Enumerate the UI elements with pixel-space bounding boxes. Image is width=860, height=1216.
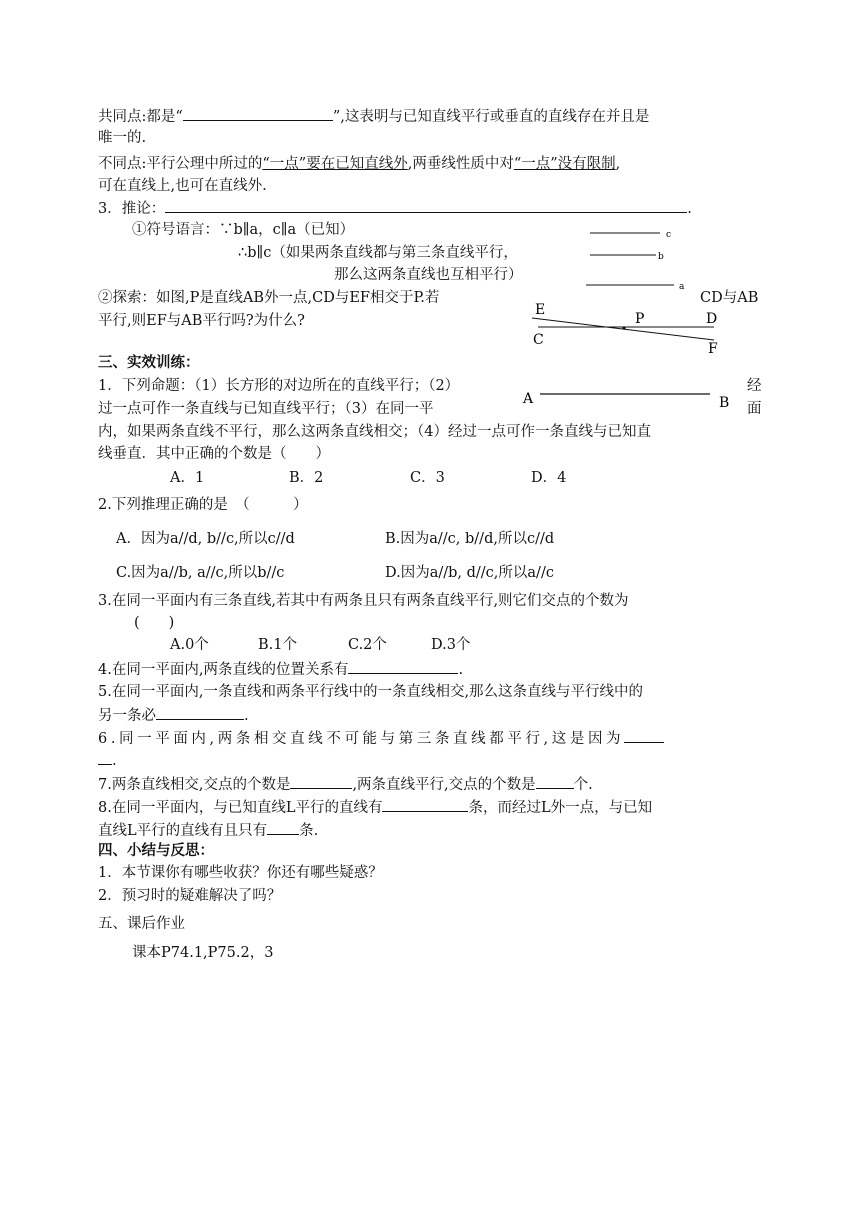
diff-mid: ,两垂线性质中对: [407, 156, 514, 172]
q6-suffix: .: [112, 753, 117, 769]
q7-prefix: 7.两条直线相交,交点的个数是: [98, 777, 291, 793]
common-point-line2: 唯一的.: [98, 130, 147, 146]
q6-blank-cont[interactable]: [98, 750, 112, 765]
q4-suffix: .: [458, 662, 464, 678]
explore-line1-right: CD与AB: [700, 290, 759, 306]
q4-prefix: 4.在同一平面内,两条直线的位置关系有: [98, 662, 349, 678]
label-E: E: [535, 302, 546, 318]
section5-content: 课本P74.1,P75.2，3: [132, 945, 274, 961]
q2-option-d[interactable]: D.因为a//b, d//c,所以a//c: [385, 565, 554, 581]
q2-line: 2.下列推理正确的是 （ ）: [98, 497, 308, 513]
label-C: C: [533, 332, 544, 348]
inference-blank[interactable]: [165, 198, 687, 213]
q6-line1: [98, 728, 664, 749]
section5-heading: 五、课后作业: [98, 916, 185, 932]
q3-option-b[interactable]: B.1个: [258, 637, 297, 653]
q8-blank2[interactable]: [267, 820, 299, 835]
q1-option-d[interactable]: D．4: [531, 470, 567, 486]
q8-blank1[interactable]: [382, 797, 468, 812]
q1-option-a[interactable]: A．1: [170, 470, 205, 486]
label-F: F: [708, 341, 718, 357]
q2-option-b[interactable]: B.因为a//c, b//d,所以c//d: [385, 531, 555, 547]
q6-line2: [98, 750, 117, 771]
difference-line2: 可在直线上,也可在直线外.: [98, 178, 267, 194]
symbol-language-3: 那么这两条直线也互相平行）: [334, 267, 523, 283]
diff-prefix: 不同点:平行公理中所过的: [98, 156, 263, 172]
inference-end: .: [687, 201, 692, 217]
q4-blank[interactable]: [348, 659, 458, 674]
common-suffix: ”,这表明与已知直线平行或垂直的直线存在并且是: [332, 109, 650, 125]
intersecting-lines-figure: [528, 296, 738, 358]
common-prefix: 共同点:都是“: [98, 109, 183, 125]
diff-suffix: ,: [615, 156, 621, 172]
q5-line1: 5.在同一平面内,一条直线和两条平行线中的一条直线相交,那么这条直线与平行线中的: [98, 684, 644, 700]
line-ab-figure: [520, 384, 740, 414]
q2-option-a[interactable]: A．因为a//d, b//c,所以c//d: [116, 531, 295, 547]
q3-option-d[interactable]: D.3个: [431, 637, 471, 653]
q8-line2-prefix: 直线L平行的直线有且只有: [98, 823, 268, 839]
diff-underlined-2: “一点”没有限制: [513, 156, 616, 172]
q5-blank[interactable]: [156, 705, 244, 720]
q4-line: [98, 659, 463, 680]
q8-prefix: 8.在同一平面内，与已知直线L平行的直线有: [98, 800, 383, 816]
common-point-line: [98, 106, 649, 127]
parallel-lines-figure: [580, 222, 700, 296]
q8-line1: [98, 797, 652, 818]
q3-line1: 3.在同一平面内有三条直线,若其中有两条且只有两条直线平行,则它们交点的个数为: [98, 593, 629, 609]
q6-text: 6.同一平面内,两条相交直线不可能与第三条直线都平行,这是因为: [98, 731, 625, 747]
section4-item1: 1．本节课你有哪些收获？你还有哪些疑惑？: [98, 865, 383, 881]
label-c: c: [666, 230, 672, 240]
point-p: [622, 326, 625, 329]
q1-option-b[interactable]: B．2: [289, 470, 324, 486]
label-B: B: [719, 395, 730, 411]
q2-option-c[interactable]: C.因为a//b, a//c,所以b//c: [116, 565, 285, 581]
q5-suffix: .: [244, 708, 249, 724]
q7-blank2[interactable]: [536, 774, 574, 789]
q3-option-c[interactable]: C.2个: [348, 637, 387, 653]
section4-item2: 2．预习时的疑难解决了吗？: [98, 888, 282, 904]
section3-heading: 三、实效训练：: [98, 354, 200, 371]
q7-line: [98, 774, 593, 795]
label-D: D: [706, 311, 718, 327]
explore-line2: 平行,则EF与AB平行吗?为什么?: [98, 313, 305, 329]
q1-line4: 线垂直．其中正确的个数是（ ）: [98, 446, 330, 462]
q1-line1: 1．下列命题：（1）长方形的对边所在的直线平行；（2）: [98, 378, 460, 394]
label-a: a: [679, 282, 685, 292]
q1-line2-right: 面: [747, 401, 762, 417]
q8-line2-suffix: 条.: [299, 823, 319, 839]
q7-suffix: 个.: [573, 777, 593, 793]
q6-blank[interactable]: [624, 728, 664, 743]
q1-line3: 内，如果两条直线不平行，那么这两条直线相交；（4）经过一点可作一条直线与已知直: [98, 424, 651, 440]
inference-line: [98, 198, 692, 219]
difference-line: [98, 154, 620, 174]
symbol-language-1: ①符号语言：∵b∥a，c∥a（已知）: [132, 222, 355, 238]
label-b: b: [658, 252, 664, 262]
q8-suffix: 条，而经过L外一点，与已知: [468, 800, 653, 816]
q5-prefix: 另一条必: [98, 708, 156, 724]
q5-line2: [98, 705, 249, 726]
q3-option-a[interactable]: A.0个: [170, 637, 209, 653]
q1-option-c[interactable]: C．3: [410, 470, 445, 486]
label-A: A: [523, 391, 534, 407]
q3-line2: ( ): [134, 615, 175, 631]
q1-line2: 过一点可作一条直线与已知直线平行；（3）在同一平: [98, 401, 434, 417]
explore-line1: ②探索：如图,P是直线AB外一点,CD与EF相交于P.若: [98, 290, 440, 306]
diff-underlined-1: “一点”要在已知直线外: [262, 156, 408, 172]
section4-heading: 四、小结与反思：: [98, 842, 214, 859]
q8-line2: [98, 820, 318, 841]
q1-line1-right: 经: [747, 378, 762, 394]
q7-mid: ,两条直线平行,交点的个数是: [352, 777, 536, 793]
label-P: P: [635, 311, 645, 327]
q7-blank1[interactable]: [290, 774, 352, 789]
symbol-language-2: ∴b∥c（如果两条直线都与第三条直线平行，: [238, 245, 518, 261]
common-blank[interactable]: [183, 106, 333, 121]
inference-label: 3．推论：: [98, 201, 166, 217]
